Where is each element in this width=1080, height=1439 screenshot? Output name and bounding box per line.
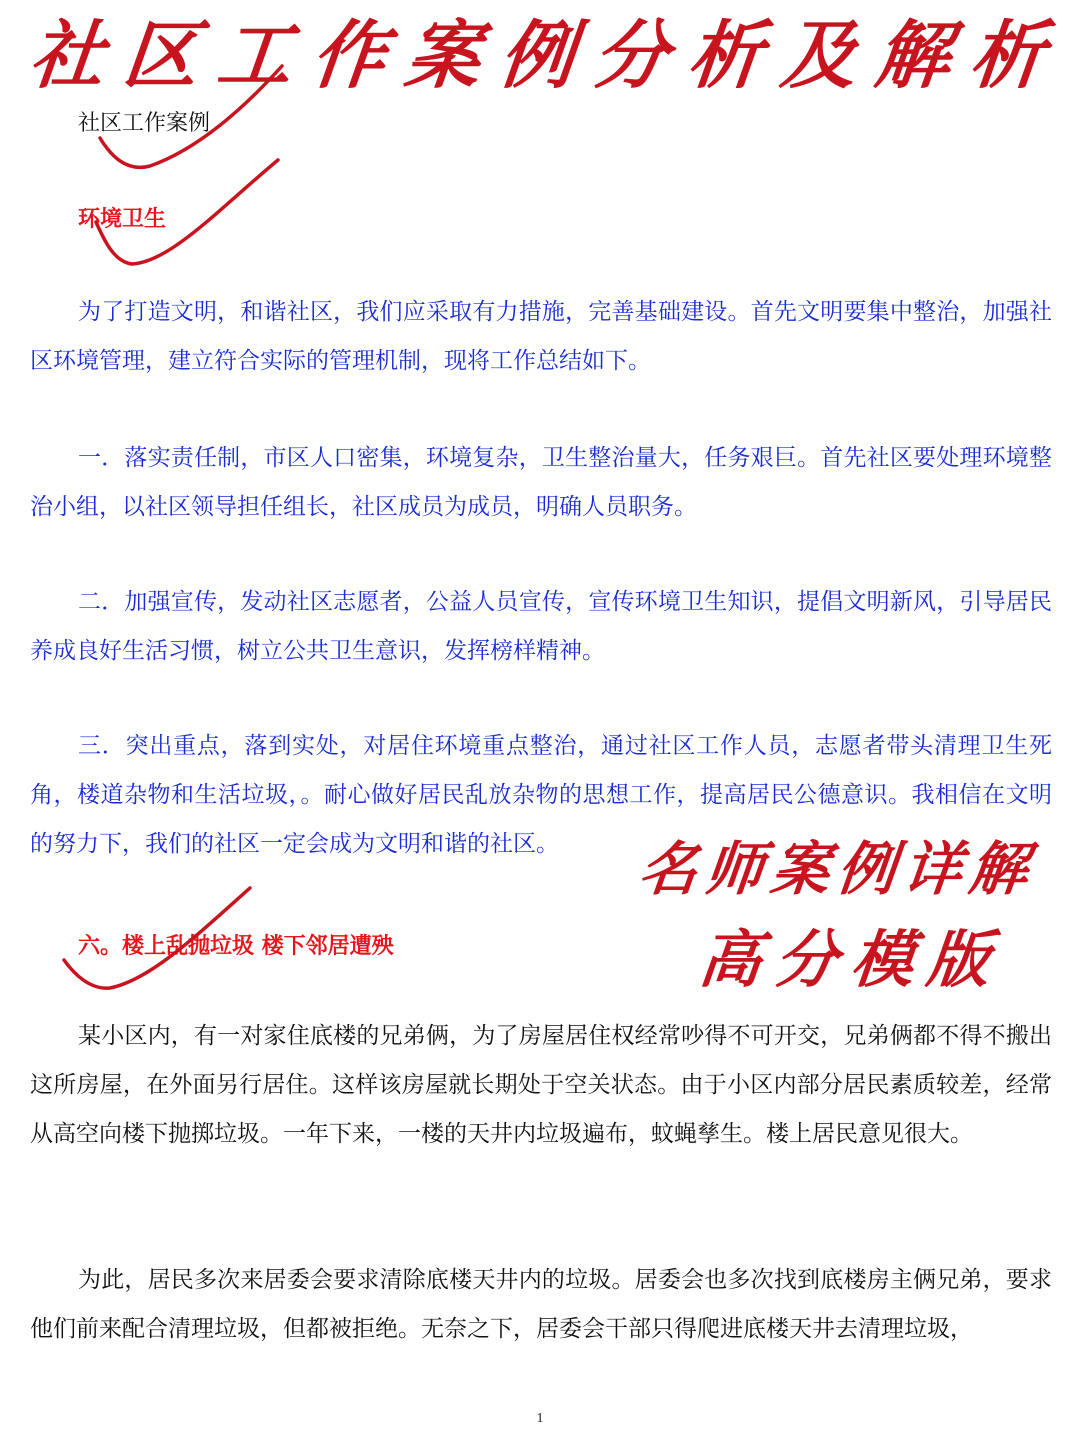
handwritten-title: 社区工作案例分析及解析: [25, 13, 1069, 99]
document-label: 社区工作案例: [78, 111, 211, 136]
stamp-line-1: 名师案例详解: [635, 835, 1040, 903]
paragraph-intro: 为了打造文明，和谐社区，我们应采取有力措施，完善基础建设。首先文明要集中整治，加强社区环境管理，建立符合实际的管理机制，现将工作总结如下。: [30, 299, 1052, 374]
paragraph-point-one: 一．落实责任制，市区人口密集，环境复杂，卫生整治量大，任务艰巨。首先社区要处理环境整治小组，以社区领导担任组长，社区成员为成员，明确人员职务。: [30, 445, 1052, 520]
paragraph-case-description: 某小区内，有一对家住底楼的兄弟俩，为了房屋居住权经常吵得不可开交，兄弟俩都不得不搬出这所房屋，在外面另行居住。这样该房屋就长期处于空关状态。由于小区内部分居民素质较差，经常从高空向楼下抛掷垃圾。一年下来，一楼的天井内垃圾遍布，蚊蝇孳生。楼上居民意见很大。: [30, 1023, 1052, 1147]
paragraph-case-followup: 为此，居民多次来居委会要求清除底楼天井内的垃圾。居委会也多次找到底楼房主俩兄弟，要求他们前来配合清理垃圾，但都被拒绝。无奈之下，居委会干部只得爬进底楼天井去清理垃圾，: [30, 1267, 1052, 1342]
page-number: 1: [536, 1411, 544, 1426]
paragraph-point-two: 二．加强宣传，发动社区志愿者，公益人员宣传，宣传环境卫生知识，提倡文明新风，引导居民养成良好生活习惯，树立公共卫生意识，发挥榜样精神。: [30, 589, 1052, 664]
paragraph-point-three: 三．突出重点，落到实处，对居住环境重点整治，通过社区工作人员，志愿者带头清理卫生死角，楼道杂物和生活垃圾，。耐心做好居民乱放杂物的思想工作，提高居民公德意识。我相信在文明的努力下，我们的社区一定会成为文明和谐的社区。: [30, 733, 1052, 857]
stamp-line-2: 高分模版: [695, 923, 1008, 996]
section-heading-environment: 环境卫生: [78, 207, 167, 232]
section-heading-case-six: 六。楼上乱抛垃圾 楼下邻居遭殃: [78, 934, 394, 959]
